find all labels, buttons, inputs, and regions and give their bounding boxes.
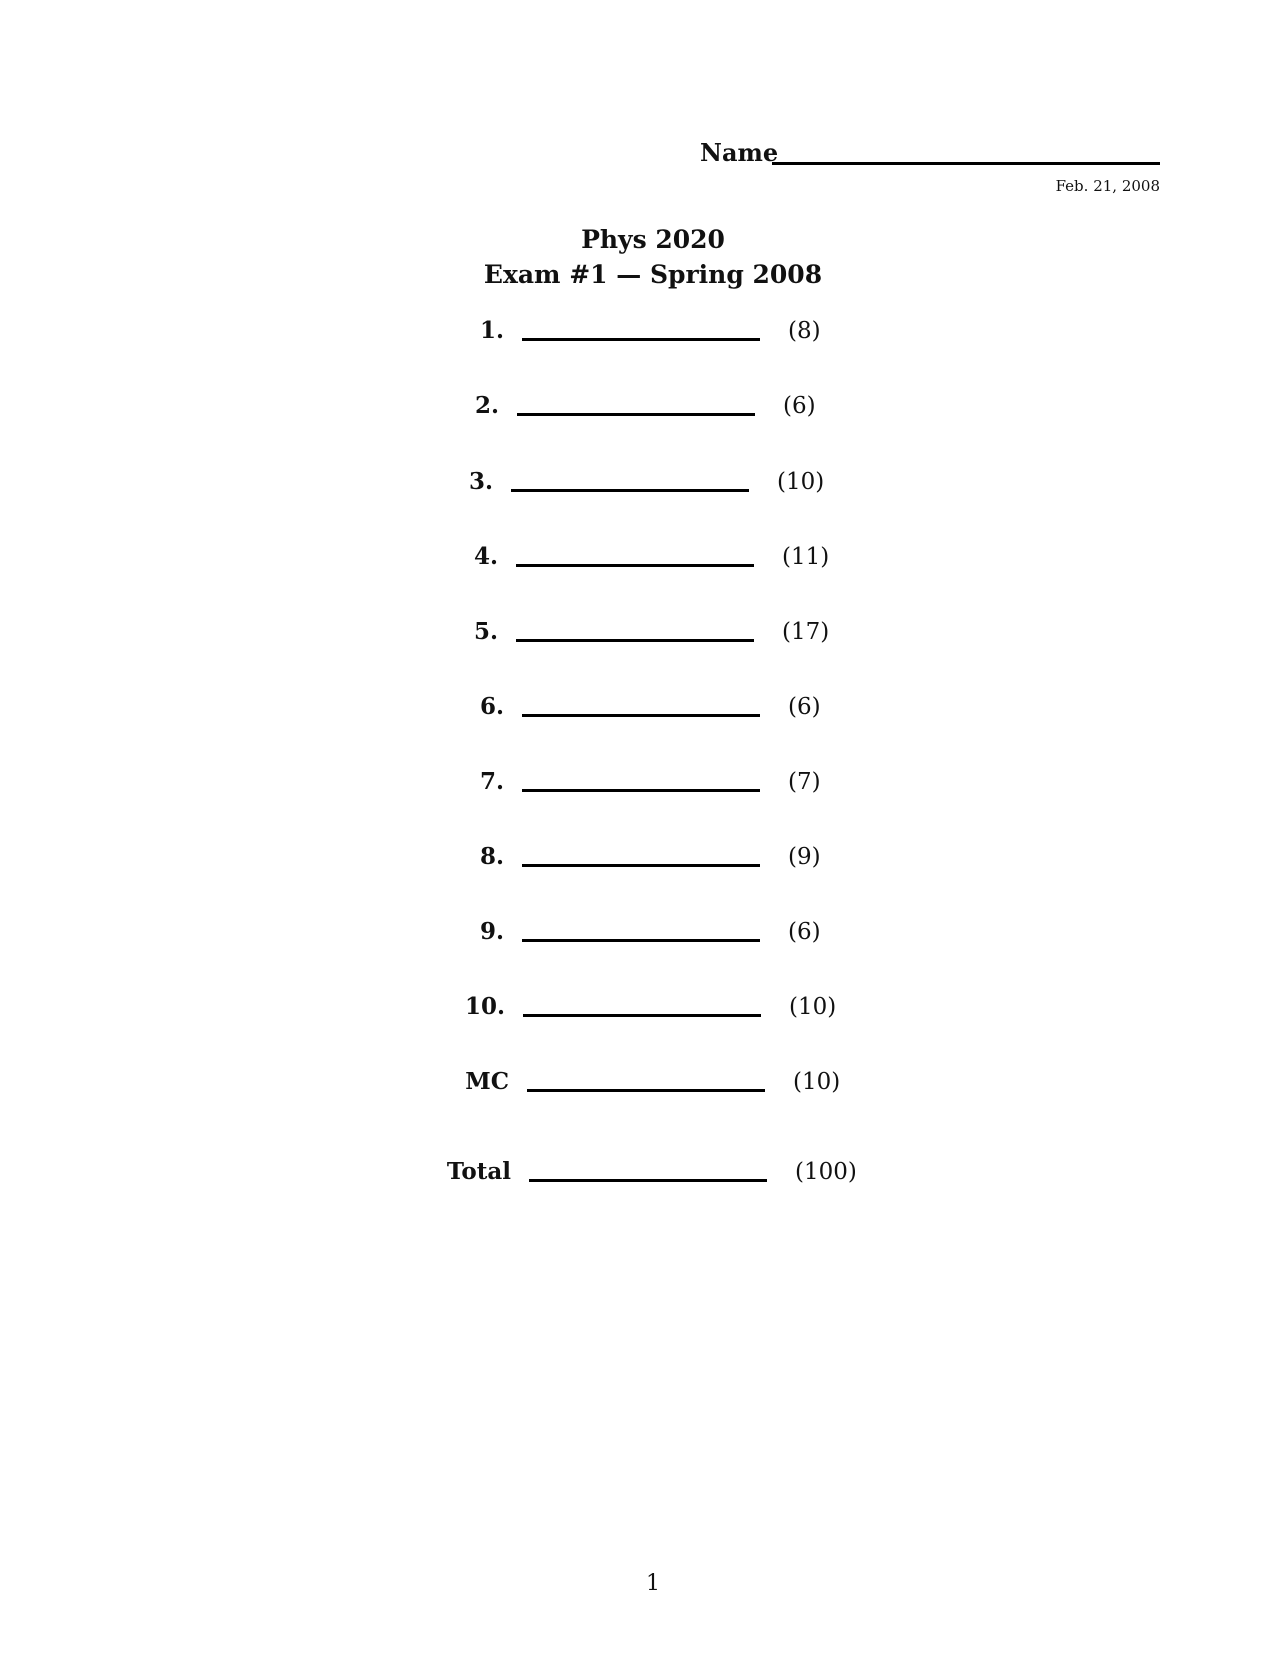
row-label: 6. xyxy=(479,693,504,720)
score-blank-line xyxy=(522,714,760,717)
score-row-10 xyxy=(439,990,859,1024)
name-label: Name xyxy=(700,138,779,167)
score-row-5 xyxy=(432,615,852,649)
row-points: (8) xyxy=(788,318,821,344)
row-points: (6) xyxy=(788,919,821,945)
score-blank-line xyxy=(522,864,760,867)
row-label: 3. xyxy=(468,468,493,495)
row-label: 9. xyxy=(479,918,504,945)
row-label: 10. xyxy=(464,993,505,1020)
score-blank-line xyxy=(511,489,749,492)
row-points: (9) xyxy=(788,844,821,870)
row-points: (6) xyxy=(788,694,821,720)
row-label: 2. xyxy=(474,392,499,419)
score-blank-line xyxy=(522,338,760,341)
score-blank-line xyxy=(517,413,755,416)
row-points: (7) xyxy=(788,769,821,795)
row-points: (10) xyxy=(793,1069,841,1095)
score-blank-line xyxy=(516,564,754,567)
row-label: 8. xyxy=(479,843,504,870)
score-row-3 xyxy=(427,465,847,499)
row-points: (100) xyxy=(795,1159,857,1185)
row-label: Total xyxy=(446,1158,511,1185)
row-label: MC xyxy=(465,1068,509,1095)
name-blank-line xyxy=(772,162,1160,165)
score-row-9 xyxy=(438,915,858,949)
exam-title: Exam #1 — Spring 2008 xyxy=(483,260,823,289)
row-points: (17) xyxy=(782,619,830,645)
score-blank-line xyxy=(516,639,754,642)
score-row-mc xyxy=(443,1065,863,1099)
score-row-1 xyxy=(438,314,858,348)
score-blank-line xyxy=(522,939,760,942)
score-row-4 xyxy=(432,540,852,574)
row-points: (10) xyxy=(789,994,837,1020)
score-row-2 xyxy=(433,389,853,423)
course-title: Phys 2020 xyxy=(581,225,725,254)
score-row-6 xyxy=(438,690,858,724)
score-blank-line xyxy=(523,1014,761,1017)
row-points: (11) xyxy=(782,544,830,570)
page-number: 1 xyxy=(646,1571,660,1596)
row-label: 4. xyxy=(473,543,498,570)
score-blank-line xyxy=(527,1089,765,1092)
score-blank-line xyxy=(522,789,760,792)
row-points: (6) xyxy=(783,393,816,419)
row-label: 7. xyxy=(479,768,504,795)
score-row-total xyxy=(445,1155,865,1189)
score-row-7 xyxy=(438,765,858,799)
row-points: (10) xyxy=(777,469,825,495)
exam-date: Feb. 21, 2008 xyxy=(1055,177,1160,195)
score-row-8 xyxy=(438,840,858,874)
row-label: 5. xyxy=(473,618,498,645)
row-label: 1. xyxy=(479,317,504,344)
score-blank-line xyxy=(529,1179,767,1182)
